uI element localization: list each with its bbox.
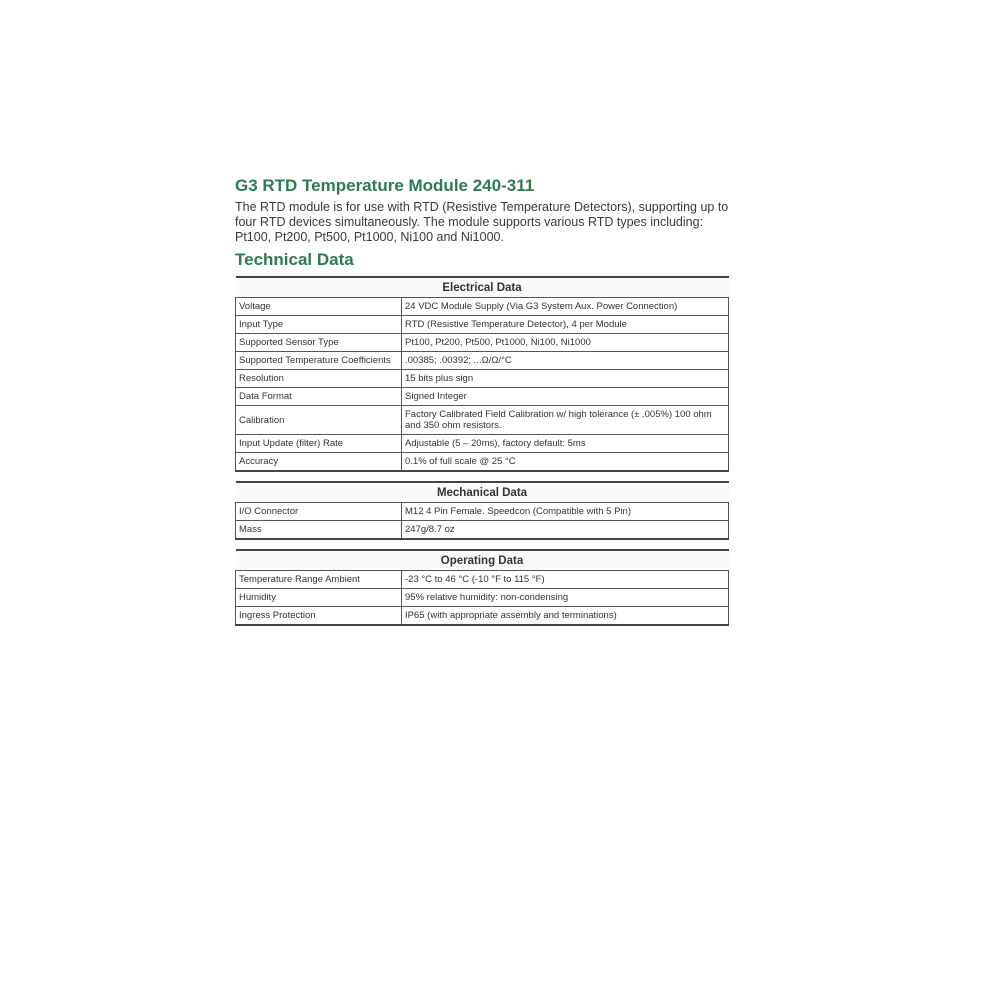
row-value: 15 bits plus sign	[402, 370, 729, 388]
table-row	[236, 406, 729, 435]
row-value: Signed Integer	[402, 388, 729, 406]
operating-heading: Operating Data	[236, 550, 729, 571]
document-title: G3 RTD Temperature Module 240-311	[235, 176, 535, 195]
spacer	[235, 472, 730, 481]
row-label: Ingress Protection	[236, 607, 402, 626]
electrical-heading: Electrical Data	[236, 277, 729, 298]
row-label: Humidity	[236, 589, 402, 607]
row-label: Mass	[236, 521, 402, 540]
table-row	[236, 334, 729, 352]
row-label: Input Type	[236, 316, 402, 334]
document	[235, 176, 730, 626]
table-row	[236, 370, 729, 388]
row-value: 247g/8.7 oz	[402, 521, 729, 540]
row-label: Supported Sensor Type	[236, 334, 402, 352]
row-value: M12 4 Pin Female. Speedcon (Compatible with 5 Pin)	[402, 503, 729, 521]
table-row	[236, 503, 729, 521]
electrical-data-table	[235, 276, 729, 472]
row-value: -23 °C to 46 °C (-10 °F to 115 °F)	[402, 571, 729, 589]
row-value: Adjustable (5 – 20ms), factory default: 5ms	[402, 435, 729, 453]
row-value: .00385; .00392; ...Ω/Ω/°C	[402, 352, 729, 370]
row-value: 24 VDC Module Supply (Via G3 System Aux. Power Connection)	[402, 298, 729, 316]
row-label: Calibration	[236, 406, 402, 435]
table-row	[236, 435, 729, 453]
table-row	[236, 453, 729, 472]
row-label: Accuracy	[236, 453, 402, 472]
row-value: Factory Calibrated Field Calibration w/ high tolerance (± .005%) 100 ohm and 350 ohm resistors.	[402, 406, 729, 435]
operating-data-table	[235, 549, 729, 626]
row-label: Resolution	[236, 370, 402, 388]
table-row	[236, 298, 729, 316]
table-row	[236, 571, 729, 589]
row-value: 0.1% of full scale @ 25 °C	[402, 453, 729, 472]
row-label: Supported Temperature Coefficients	[236, 352, 402, 370]
row-label: Input Update (filter) Rate	[236, 435, 402, 453]
row-label: Temperature Range Ambient	[236, 571, 402, 589]
table-row	[236, 521, 729, 540]
row-value: 95% relative humidity: non-condensing	[402, 589, 729, 607]
table-row	[236, 607, 729, 626]
spacer	[235, 540, 730, 549]
row-value: Pt100, Pt200, Pt500, Pt1000, Ni100, Ni1000	[402, 334, 729, 352]
table-row	[236, 316, 729, 334]
table-row	[236, 352, 729, 370]
intro-paragraph: The RTD module is for use with RTD (Resistive Temperature Detectors), supporting up to four RTD devices simultaneously. The module supports various RTD types including: Pt100, Pt200, Pt500, Pt1000, Ni100 and Ni1000.	[235, 200, 729, 244]
mechanical-data-table	[235, 481, 729, 540]
row-value: RTD (Resistive Temperature Detector), 4 per Module	[402, 316, 729, 334]
mechanical-heading: Mechanical Data	[236, 482, 729, 503]
table-row	[236, 589, 729, 607]
section-title: Technical Data	[235, 250, 354, 269]
row-label: Voltage	[236, 298, 402, 316]
row-label: Data Format	[236, 388, 402, 406]
row-label: I/O Connector	[236, 503, 402, 521]
table-row	[236, 388, 729, 406]
row-value: IP65 (with appropriate assembly and terminations)	[402, 607, 729, 626]
